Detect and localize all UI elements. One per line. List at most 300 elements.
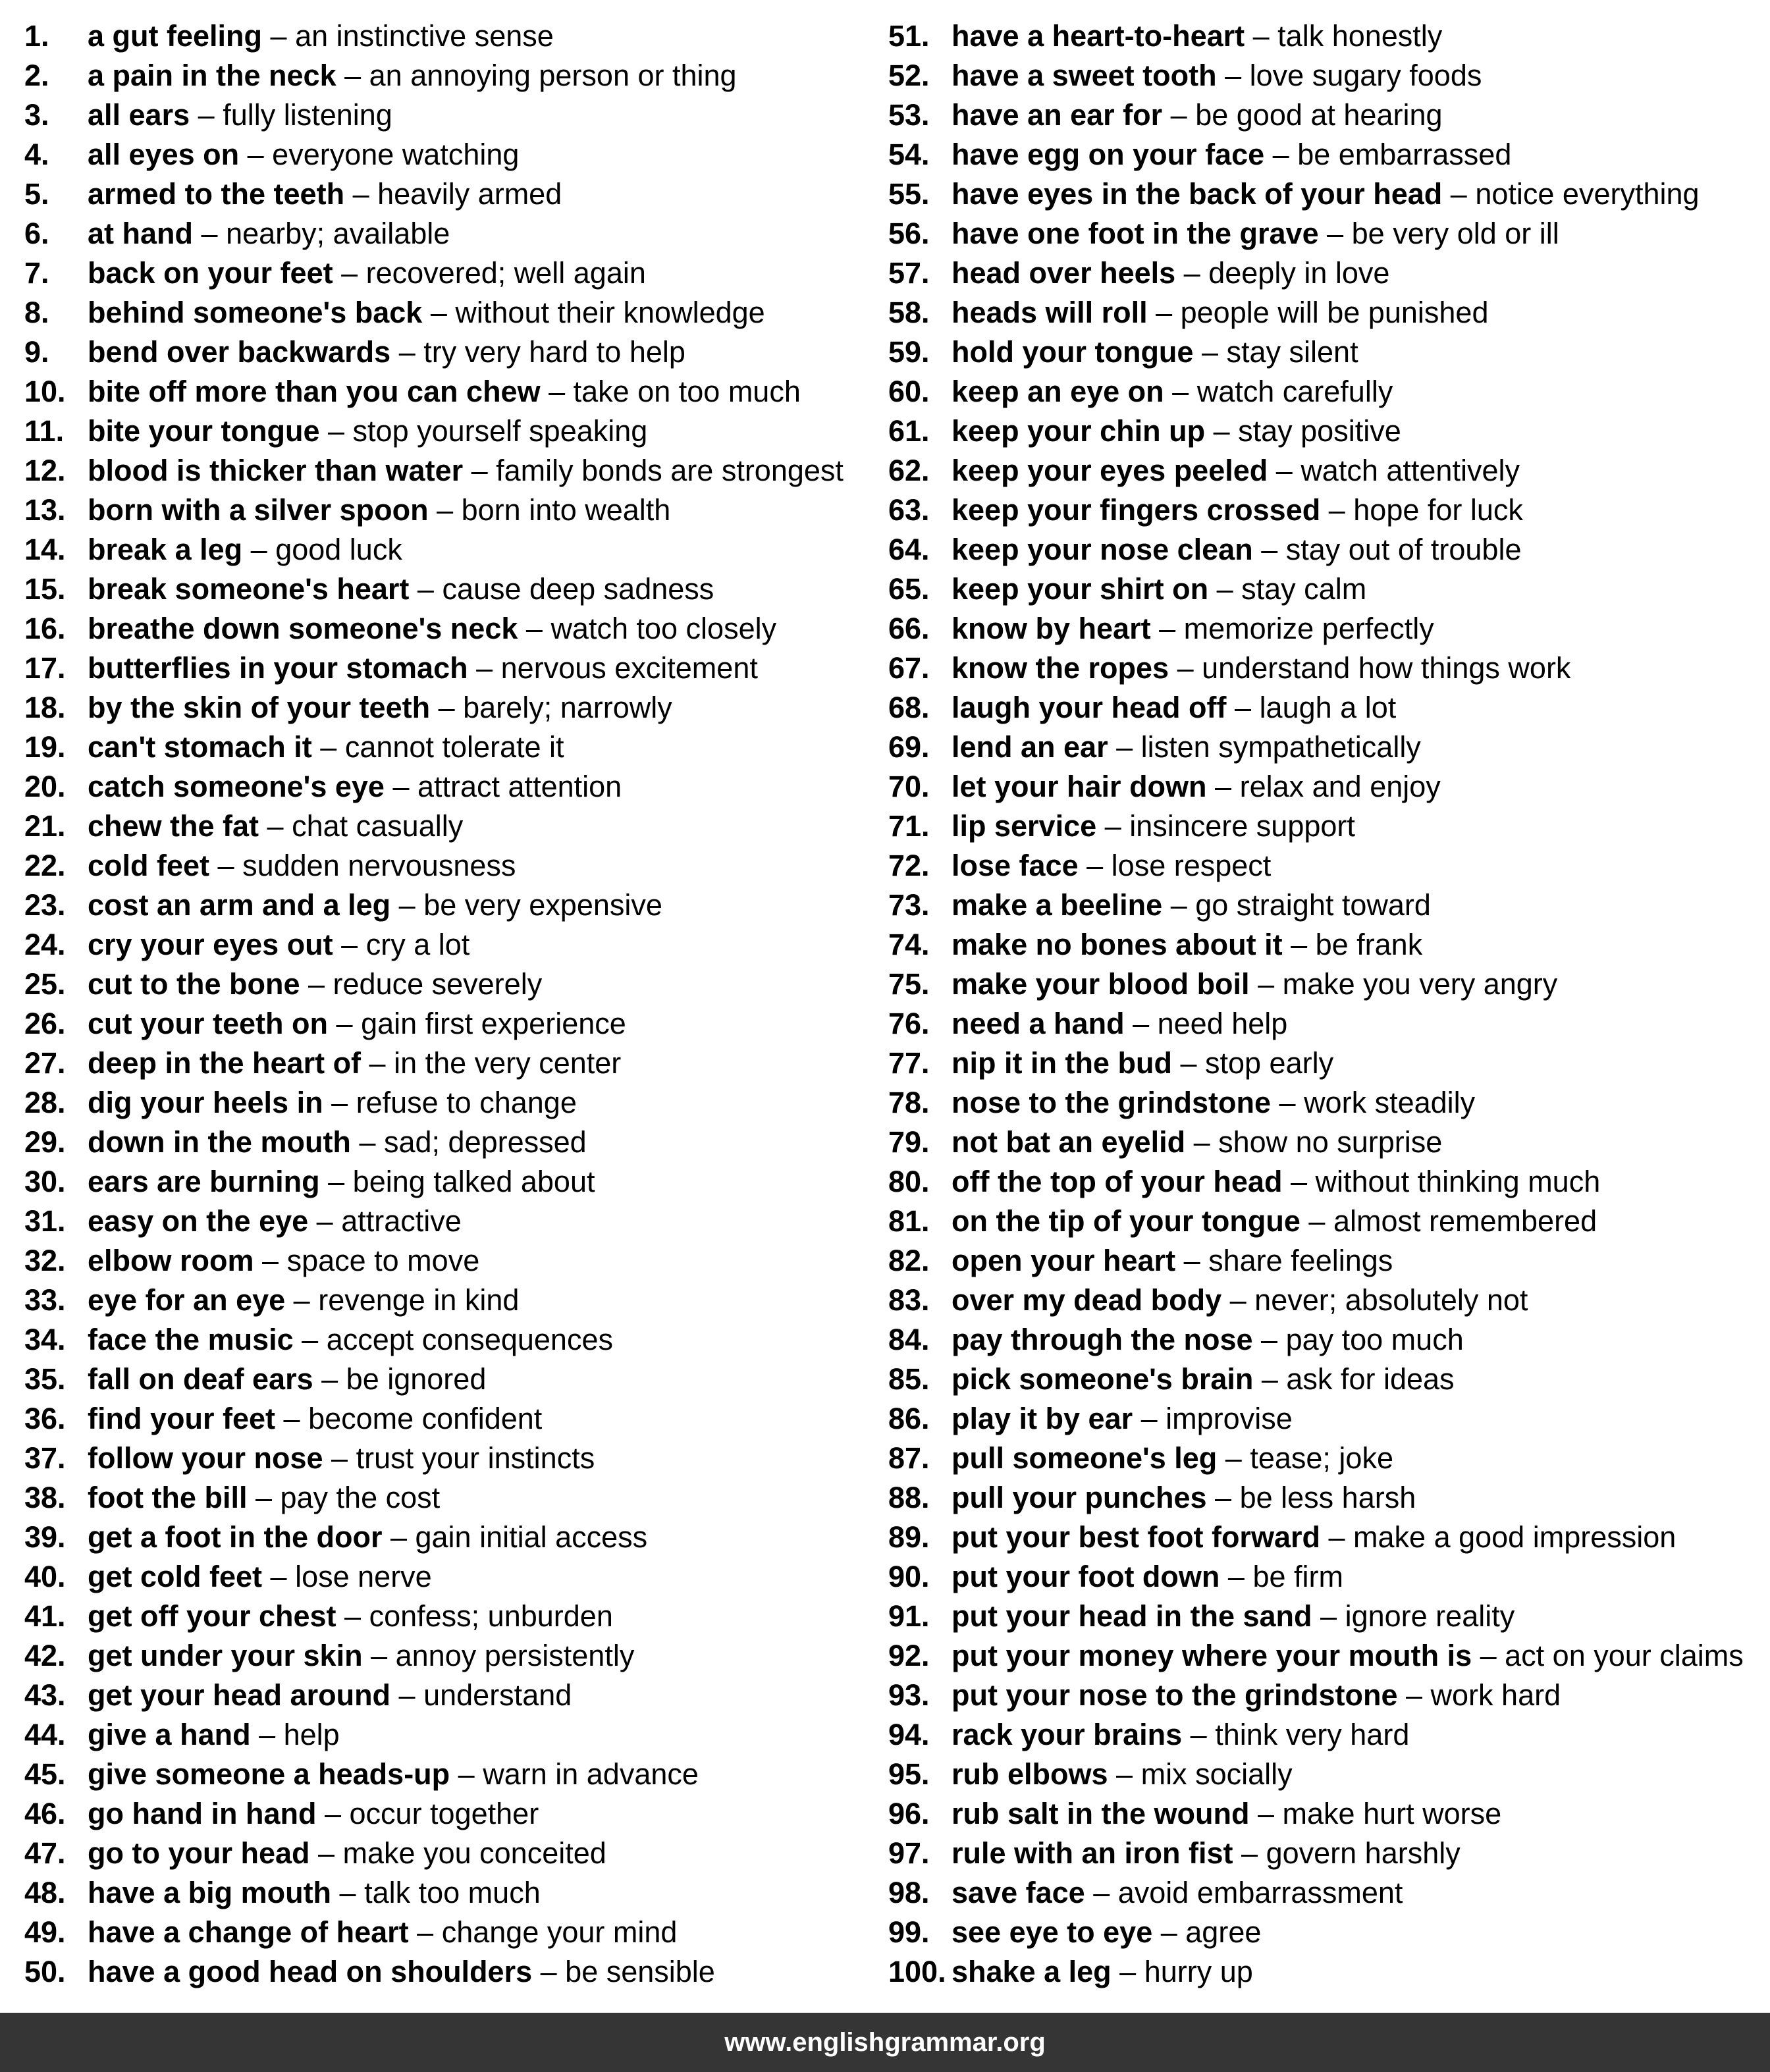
idiom-separator: – <box>323 1086 356 1119</box>
idiom-phrase: have a good head on shoulders <box>88 1955 533 1988</box>
idiom-list-item <box>888 412 1744 451</box>
idiom-separator: – <box>313 1362 346 1396</box>
idiom-separator: – <box>193 217 227 250</box>
idiom-number: 57. <box>888 256 930 290</box>
idiom-number: 84. <box>888 1323 930 1356</box>
idiom-list-item <box>24 1676 844 1715</box>
idiom-separator: – <box>532 1955 566 1988</box>
idiom-number: 54. <box>888 138 930 171</box>
idiom-separator: – <box>1182 1718 1216 1751</box>
idiom-meaning: watch carefully <box>1196 375 1393 408</box>
idiom-phrase: nip it in the bud <box>952 1046 1172 1080</box>
idiom-number: 5. <box>24 177 49 211</box>
idiom-phrase: easy on the eye <box>88 1204 309 1238</box>
idiom-number: 6. <box>24 217 49 250</box>
idiom-meaning: ignore reality <box>1345 1599 1515 1633</box>
idiom-meaning: be less harsh <box>1239 1481 1416 1514</box>
idiom-phrase: born with a silver spoon <box>88 493 429 527</box>
idiom-meaning: insincere support <box>1129 809 1355 843</box>
idiom-meaning: hope for luck <box>1353 493 1523 527</box>
idiom-phrase: cry your eyes out <box>88 928 333 961</box>
idiom-phrase: get off your chest <box>88 1599 336 1633</box>
idiom-separator: – <box>1147 296 1181 329</box>
idiom-meaning: cannot tolerate it <box>344 730 564 764</box>
idiom-meaning: nearby; available <box>226 217 450 250</box>
idiom-list-item <box>24 135 844 174</box>
idiom-separator: – <box>1245 19 1278 53</box>
idiom-meaning: try very hard to help <box>423 335 685 369</box>
idiom-meaning: laugh a lot <box>1259 691 1397 724</box>
idiom-phrase: have a sweet tooth <box>952 59 1217 92</box>
idiom-phrase: deep in the heart of <box>88 1046 362 1080</box>
idiom-list-item <box>24 925 844 965</box>
idiom-list-item <box>24 412 844 451</box>
idiom-meaning: family bonds are strongest <box>496 454 844 487</box>
idiom-phrase: get under your skin <box>88 1639 363 1672</box>
idiom-meaning: understand <box>423 1678 572 1712</box>
idiom-number: 73. <box>888 888 930 922</box>
idiom-number: 1. <box>24 19 49 53</box>
idiom-meaning: be frank <box>1315 928 1423 961</box>
idiom-number: 58. <box>888 296 930 329</box>
idiom-meaning: need help <box>1157 1007 1288 1040</box>
idiom-meaning: stay out of trouble <box>1285 533 1522 566</box>
idiom-list-item <box>24 1952 844 1992</box>
idiom-separator: – <box>1150 612 1184 645</box>
idiom-list-item <box>888 56 1744 95</box>
idiom-number: 74. <box>888 928 930 961</box>
idiom-phrase: cut to the bone <box>88 967 300 1001</box>
idiom-phrase: back on your feet <box>88 256 333 290</box>
idiom-phrase: head over heels <box>952 256 1176 290</box>
idiom-meaning: deeply in love <box>1208 256 1390 290</box>
idiom-separator: – <box>293 1323 327 1356</box>
idiom-phrase: shake a leg <box>952 1955 1112 1988</box>
idiom-list-item <box>888 807 1744 846</box>
idiom-list-item <box>888 1557 1744 1597</box>
idiom-separator: – <box>316 1797 350 1830</box>
idiom-list-item <box>24 609 844 649</box>
idiom-number: 19. <box>24 730 66 764</box>
idiom-separator: – <box>1442 177 1476 211</box>
idiom-list-item <box>888 1873 1744 1913</box>
idiom-meaning: be embarrassed <box>1297 138 1512 171</box>
idiom-list-item <box>24 649 844 688</box>
idiom-list-item <box>888 293 1744 332</box>
idiom-number: 51. <box>888 19 930 53</box>
idiom-number: 24. <box>24 928 66 961</box>
idiom-meaning: be sensible <box>565 1955 715 1988</box>
idiom-list-item <box>888 767 1744 807</box>
idiom-list-item <box>888 846 1744 886</box>
idiom-number: 94. <box>888 1718 930 1751</box>
idiom-list-item <box>888 1281 1744 1320</box>
idiom-separator: – <box>328 1007 362 1040</box>
idiom-phrase: can't stomach it <box>88 730 312 764</box>
idiom-list-item <box>24 530 844 570</box>
idiom-phrase: dig your heels in <box>88 1086 323 1119</box>
idiom-meaning: reduce severely <box>333 967 543 1001</box>
idiom-phrase: laugh your head off <box>952 691 1227 724</box>
idiom-phrase: rub elbows <box>952 1757 1108 1791</box>
idiom-meaning: confess; unburden <box>369 1599 613 1633</box>
idiom-meaning: lose nerve <box>295 1560 432 1593</box>
idiom-number: 93. <box>888 1678 930 1712</box>
idiom-meaning: stay silent <box>1226 335 1358 369</box>
idiom-phrase: see eye to eye <box>952 1915 1153 1949</box>
idiom-meaning: gain first experience <box>361 1007 626 1040</box>
idiom-separator: – <box>311 730 345 764</box>
idiom-separator: – <box>468 651 501 685</box>
idiom-number: 21. <box>24 809 66 843</box>
idiom-meaning: relax and enjoy <box>1239 770 1441 803</box>
idiom-separator: – <box>430 691 464 724</box>
idiom-meaning: improvise <box>1166 1402 1293 1435</box>
idiom-separator: – <box>1096 809 1130 843</box>
idiom-meaning: make hurt worse <box>1282 1797 1502 1830</box>
idiom-list-item <box>888 1202 1744 1241</box>
idiom-number: 30. <box>24 1165 66 1198</box>
idiom-phrase: go hand in hand <box>88 1797 317 1830</box>
idiom-number: 66. <box>888 612 930 645</box>
idiom-number: 62. <box>888 454 930 487</box>
idiom-number: 36. <box>24 1402 66 1435</box>
idiom-phrase: bend over backwards <box>88 335 391 369</box>
idiom-separator: – <box>428 493 462 527</box>
idiom-phrase: get cold feet <box>88 1560 263 1593</box>
idiom-meaning: avoid embarrassment <box>1117 1876 1403 1909</box>
idiom-phrase: down in the mouth <box>88 1125 351 1159</box>
idiom-phrase: keep your chin up <box>952 414 1206 448</box>
idiom-separator: – <box>1220 1560 1253 1593</box>
idiom-separator: – <box>1282 1165 1316 1198</box>
idiom-phrase: open your heart <box>952 1244 1176 1277</box>
idiom-number: 78. <box>888 1086 930 1119</box>
idiom-separator: – <box>1320 1520 1354 1554</box>
idiom-phrase: by the skin of your teeth <box>88 691 431 724</box>
idiom-separator: – <box>362 1639 396 1672</box>
idiom-phrase: at hand <box>88 217 194 250</box>
idiom-phrase: get a foot in the door <box>88 1520 383 1554</box>
idiom-number: 25. <box>24 967 66 1001</box>
idiom-phrase: lose face <box>952 849 1079 882</box>
idiom-number: 100. <box>888 1955 946 1988</box>
idiom-meaning: gain initial access <box>415 1520 648 1554</box>
idiom-meaning: an instinctive sense <box>295 19 554 53</box>
idiom-number: 34. <box>24 1323 66 1356</box>
idiom-phrase: keep an eye on <box>952 375 1164 408</box>
idiom-column-right <box>888 16 1744 1992</box>
idiom-separator: – <box>463 454 496 487</box>
idiom-number: 86. <box>888 1402 930 1435</box>
idiom-list-item <box>888 253 1744 293</box>
idiom-number: 53. <box>888 98 930 132</box>
idiom-meaning: almost remembered <box>1333 1204 1597 1238</box>
idiom-phrase: over my dead body <box>952 1283 1222 1317</box>
idiom-list-item <box>24 293 844 332</box>
idiom-meaning: help <box>283 1718 340 1751</box>
idiom-list-item <box>24 1834 844 1873</box>
idiom-separator: – <box>450 1757 483 1791</box>
idiom-separator: – <box>250 1718 284 1751</box>
idiom-separator: – <box>259 809 292 843</box>
idiom-meaning: nervous excitement <box>500 651 758 685</box>
idiom-separator: – <box>242 533 276 566</box>
idiom-number: 40. <box>24 1560 66 1593</box>
idiom-number: 33. <box>24 1283 66 1317</box>
idiom-list-item <box>888 1715 1744 1755</box>
idiom-meaning: chat casually <box>292 809 464 843</box>
idiom-number: 96. <box>888 1797 930 1830</box>
idiom-separator: – <box>1205 414 1239 448</box>
idiom-separator: – <box>1252 533 1286 566</box>
idiom-phrase: have a change of heart <box>88 1915 409 1949</box>
idiom-meaning: pay the cost <box>280 1481 441 1514</box>
idiom-phrase: put your nose to the grindstone <box>952 1678 1398 1712</box>
idiom-number: 68. <box>888 691 930 724</box>
idiom-phrase: let your hair down <box>952 770 1207 803</box>
idiom-number: 29. <box>24 1125 66 1159</box>
idiom-phrase: break someone's heart <box>88 572 410 606</box>
idiom-meaning: hurry up <box>1144 1955 1253 1988</box>
idiom-separator: – <box>319 414 353 448</box>
idiom-separator: – <box>1085 1876 1118 1909</box>
idiom-list-item <box>888 1360 1744 1399</box>
idiom-number: 18. <box>24 691 66 724</box>
idiom-number: 26. <box>24 1007 66 1040</box>
idiom-meaning: trust your instincts <box>356 1441 595 1475</box>
idiom-phrase: know by heart <box>952 612 1151 645</box>
idiom-separator: – <box>1264 138 1298 171</box>
idiom-separator: – <box>1175 256 1209 290</box>
idiom-meaning: stay calm <box>1241 572 1367 606</box>
idiom-separator: – <box>1216 59 1250 92</box>
idiom-separator: – <box>1111 1955 1144 1988</box>
idiom-phrase: face the music <box>88 1323 294 1356</box>
idiom-meaning: watch attentively <box>1301 454 1520 487</box>
idiom-meaning: be firm <box>1252 1560 1343 1593</box>
idiom-number: 69. <box>888 730 930 764</box>
idiom-phrase: cold feet <box>88 849 210 882</box>
idiom-separator: – <box>1221 1283 1255 1317</box>
idiom-phrase: pay through the nose <box>952 1323 1253 1356</box>
idiom-separator: – <box>247 1481 281 1514</box>
idiom-list-item <box>24 570 844 609</box>
idiom-meaning: without thinking much <box>1315 1165 1601 1198</box>
idiom-list-item <box>24 1123 844 1162</box>
idiom-meaning: memorize perfectly <box>1183 612 1434 645</box>
idiom-separator: – <box>518 612 551 645</box>
idiom-separator: – <box>390 1678 424 1712</box>
idiom-meaning: good luck <box>275 533 402 566</box>
idiom-phrase: a gut feeling <box>88 19 263 53</box>
idiom-phrase: go to your head <box>88 1836 310 1870</box>
idiom-phrase: on the tip of your tongue <box>952 1204 1301 1238</box>
idiom-phrase: eye for an eye <box>88 1283 286 1317</box>
idiom-separator: – <box>390 888 424 922</box>
idiom-number: 7. <box>24 256 49 290</box>
idiom-list-item <box>888 688 1744 728</box>
idiom-phrase: follow your nose <box>88 1441 323 1475</box>
idiom-separator: – <box>309 1836 343 1870</box>
idiom-separator: – <box>1162 888 1196 922</box>
idiom-list-item <box>888 1399 1744 1439</box>
idiom-list-item <box>888 1636 1744 1676</box>
idiom-phrase: armed to the teeth <box>88 177 345 211</box>
idiom-meaning: sudden nervousness <box>242 849 516 882</box>
idiom-number: 79. <box>888 1125 930 1159</box>
idiom-meaning: show no surprise <box>1218 1125 1443 1159</box>
idiom-phrase: rub salt in the wound <box>952 1797 1250 1830</box>
idiom-phrase: catch someone's eye <box>88 770 385 803</box>
idiom-list-item <box>24 332 844 372</box>
idiom-number: 98. <box>888 1876 930 1909</box>
idiom-separator: – <box>285 1283 319 1317</box>
idiom-meaning: refuse to change <box>356 1086 577 1119</box>
idiom-number: 60. <box>888 375 930 408</box>
idiom-meaning: in the very center <box>394 1046 622 1080</box>
idiom-meaning: talk honestly <box>1277 19 1443 53</box>
idiom-list-item <box>888 1478 1744 1518</box>
idiom-meaning: make a good impression <box>1353 1520 1676 1554</box>
idiom-separator: – <box>1252 1323 1286 1356</box>
idiom-separator: – <box>408 1915 442 1949</box>
idiom-separator: – <box>1208 572 1242 606</box>
idiom-number: 20. <box>24 770 66 803</box>
idiom-separator: – <box>254 1244 287 1277</box>
idiom-list-item <box>888 1241 1744 1281</box>
idiom-number: 17. <box>24 651 66 685</box>
idiom-separator: – <box>1320 493 1354 527</box>
idiom-list-item <box>888 1004 1744 1044</box>
idiom-meaning: occur together <box>349 1797 539 1830</box>
idiom-phrase: rule with an iron fist <box>952 1836 1233 1870</box>
idiom-phrase: off the top of your head <box>952 1165 1283 1198</box>
idiom-phrase: have a big mouth <box>88 1876 332 1909</box>
idiom-number: 90. <box>888 1560 930 1593</box>
idiom-list-item <box>888 1952 1744 1992</box>
idiom-meaning: go straight toward <box>1195 888 1431 922</box>
idiom-meaning: listen sympathetically <box>1140 730 1421 764</box>
idiom-separator: – <box>1169 651 1202 685</box>
idiom-phrase: breathe down someone's neck <box>88 612 518 645</box>
idiom-separator: – <box>344 177 378 211</box>
idiom-phrase: elbow room <box>88 1244 254 1277</box>
idiom-list-item <box>24 372 844 412</box>
idiom-number: 12. <box>24 454 66 487</box>
idiom-separator: – <box>331 1876 365 1909</box>
idiom-meaning: cry a lot <box>365 928 470 961</box>
idiom-meaning: accept consequences <box>326 1323 613 1356</box>
idiom-phrase: keep your nose clean <box>952 533 1253 566</box>
idiom-number: 14. <box>24 533 66 566</box>
idiom-number: 4. <box>24 138 49 171</box>
idiom-phrase: a pain in the neck <box>88 59 336 92</box>
idiom-number: 10. <box>24 375 66 408</box>
idiom-number: 88. <box>888 1481 930 1514</box>
idiom-list-item <box>888 1794 1744 1834</box>
idiom-meaning: be ignored <box>346 1362 487 1396</box>
idiom-phrase: have egg on your face <box>952 138 1265 171</box>
idiom-phrase: make your blood boil <box>952 967 1250 1001</box>
idiom-phrase: all ears <box>88 98 190 132</box>
idiom-phrase: nose to the grindstone <box>952 1086 1272 1119</box>
idiom-phrase: pick someone's brain <box>952 1362 1254 1396</box>
idiom-separator: – <box>1217 1441 1250 1475</box>
idiom-number: 13. <box>24 493 66 527</box>
idiom-list-item <box>24 1162 844 1202</box>
idiom-separator: – <box>1162 98 1196 132</box>
idiom-separator: – <box>1206 770 1240 803</box>
idiom-number: 72. <box>888 849 930 882</box>
idiom-meaning: people will be punished <box>1180 296 1489 329</box>
idiom-phrase: cost an arm and a leg <box>88 888 391 922</box>
idiom-list-item <box>24 1320 844 1360</box>
idiom-list-item <box>24 846 844 886</box>
idiom-separator: – <box>275 1402 309 1435</box>
idiom-list-item <box>888 649 1744 688</box>
idiom-separator: – <box>190 98 223 132</box>
idiom-list-item <box>24 1597 844 1636</box>
idiom-list-item <box>24 1083 844 1123</box>
idiom-list-item <box>888 1320 1744 1360</box>
idiom-number: 11. <box>24 414 65 448</box>
idiom-meaning: attract attention <box>417 770 622 803</box>
idiom-meaning: talk too much <box>364 1876 541 1909</box>
idiom-separator: – <box>361 1046 394 1080</box>
idiom-separator: – <box>262 1560 296 1593</box>
idiom-number: 23. <box>24 888 66 922</box>
idiom-number: 35. <box>24 1362 66 1396</box>
idiom-phrase: put your head in the sand <box>952 1599 1312 1633</box>
idiom-number: 44. <box>24 1718 66 1751</box>
idiom-number: 41. <box>24 1599 66 1633</box>
idiom-list-item <box>888 570 1744 609</box>
idiom-list-item <box>888 1597 1744 1636</box>
idiom-list-item <box>888 1162 1744 1202</box>
idiom-separator: – <box>333 256 366 290</box>
idiom-number: 87. <box>888 1441 930 1475</box>
idiom-separator: – <box>1312 1599 1345 1633</box>
idiom-meaning: warn in advance <box>483 1757 699 1791</box>
idiom-phrase: keep your eyes peeled <box>952 454 1268 487</box>
idiom-number: 64. <box>888 533 930 566</box>
idiom-list-item <box>24 174 844 214</box>
idiom-separator: – <box>382 1520 416 1554</box>
idiom-separator: – <box>1171 1046 1205 1080</box>
idiom-meaning: understand how things work <box>1202 651 1571 685</box>
idiom-phrase: blood is thicker than water <box>88 454 464 487</box>
idiom-meaning: love sugary foods <box>1249 59 1482 92</box>
idiom-separator: – <box>319 1165 353 1198</box>
idiom-phrase: not bat an eyelid <box>952 1125 1186 1159</box>
idiom-phrase: butterflies in your stomach <box>88 651 468 685</box>
idiom-phrase: bite your tongue <box>88 414 320 448</box>
idiom-meaning: heavily armed <box>377 177 562 211</box>
idiom-meaning: stay positive <box>1238 414 1401 448</box>
idiom-meaning: tease; joke <box>1250 1441 1393 1475</box>
idiom-meaning: agree <box>1185 1915 1262 1949</box>
idiom-list-item <box>24 1794 844 1834</box>
idiom-phrase: keep your fingers crossed <box>952 493 1321 527</box>
idiom-meaning: an annoying person or thing <box>369 59 737 92</box>
idiom-number: 56. <box>888 217 930 250</box>
idiom-meaning: born into wealth <box>461 493 671 527</box>
idiom-list-item <box>24 1044 844 1083</box>
footer-website-link[interactable]: www.englishgrammar.org <box>724 2028 1046 2057</box>
idiom-number: 99. <box>888 1915 930 1949</box>
idiom-separator: – <box>1271 1086 1304 1119</box>
